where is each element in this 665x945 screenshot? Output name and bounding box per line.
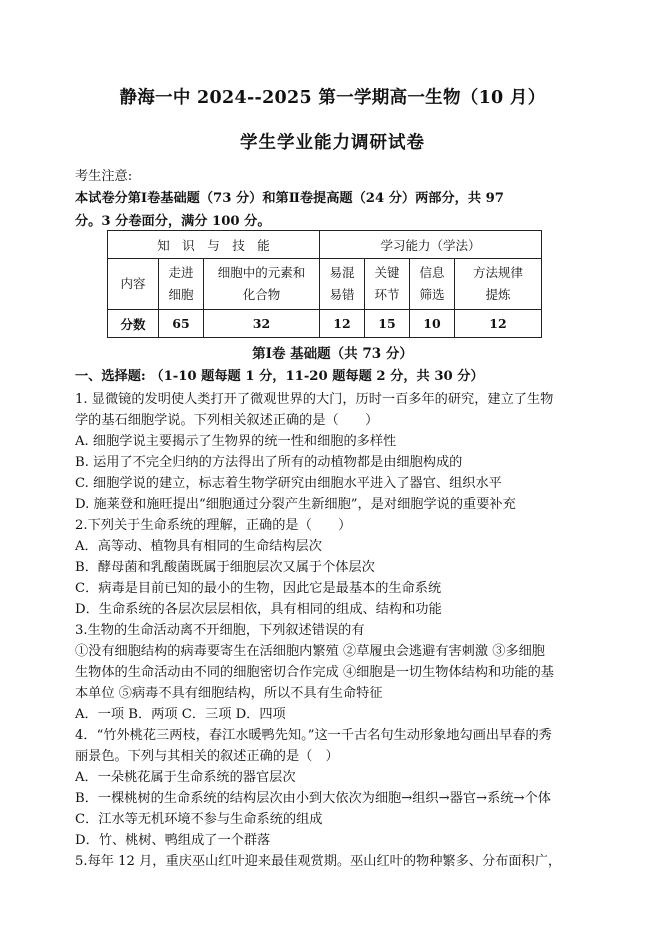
question-line: A．高等动、植物具有相同的生命结构层次 xyxy=(75,539,322,554)
question-line: C．病毒是目前已知的最小的生物，因此它是最基本的生命系统 xyxy=(75,581,442,596)
table-cell: 12 xyxy=(320,310,365,338)
question-line: A．一朵桃花属于生命系统的器官层次 xyxy=(75,770,296,785)
question-line: 2.下列关于生命系统的理解，正确的是（ ） xyxy=(75,518,352,533)
table-cell: 关键 环节 xyxy=(365,259,410,310)
table-cell: 走进 细胞 xyxy=(159,259,204,310)
learning-ability-header: 学习能力（学法） xyxy=(320,231,542,259)
table-cell: 方法规律 提炼 xyxy=(455,259,542,310)
question-line: 5.每年 12 月，重庆巫山红叶迎来最佳观赏期。巫山红叶的物种繁多、分布面积广， xyxy=(75,854,562,869)
question-line: 学的基石细胞学说。下列相关叙述正确的是（ ） xyxy=(75,413,379,428)
question-line: 丽景色。下列与其相关的叙述正确的是（ ） xyxy=(75,749,339,764)
table-row xyxy=(108,310,542,338)
question-line: D．生命系统的各层次层层相依，具有相同的组成、结构和功能 xyxy=(75,602,442,617)
question-line: 4．“竹外桃花三两枝，春江水暖鸭先知。”这一千古名句生动形象地勾画出早春的秀 xyxy=(75,728,552,743)
score-distribution-table xyxy=(107,230,542,338)
knowledge-skills-header: 知 识 与 技 能 xyxy=(108,231,320,259)
question-line: B．酵母菌和乳酸菌既属于细胞层次又属于个体层次 xyxy=(75,560,375,575)
question-line: 生物体的生命活动由不同的细胞密切合作完成 ④细胞是一切生物体结构和功能的基 xyxy=(75,665,554,680)
table-header-row xyxy=(108,231,542,259)
question-line: B．一棵桃树的生命系统的结构层次由小到大依次为细胞→组织→器官→系统→个体 xyxy=(75,791,551,806)
question-line: A．一项 B．两项 C．三项 D．四项 xyxy=(75,707,286,722)
table-cell: 12 xyxy=(455,310,542,338)
section-title: 第Ⅰ卷 基础题（共 73 分） xyxy=(252,346,413,362)
row-label-content: 内容 xyxy=(108,259,159,310)
question-line: 3.生物的生命活动离不开细胞，下列叙述错误的有 xyxy=(75,623,365,638)
row-label-score: 分数 xyxy=(108,310,159,338)
question-line: 1. 显微镜的发明使人类打开了微观世界的大门，历时一百多年的研究，建立了生物 xyxy=(75,392,554,407)
question-line: ①没有细胞结构的病毒要寄生在活细胞内繁殖 ②草履虫会逃避有害刺激 ③多细胞 xyxy=(75,644,545,659)
question-line: C. 细胞学说的建立，标志着生物学研究由细胞水平进入了器官、组织水平 xyxy=(75,476,502,491)
table-cell: 易混 易错 xyxy=(320,259,365,310)
exam-title: 静海一中 2024--2025 第一学期高一生物（10 月） xyxy=(119,88,546,108)
notice-line: 本试卷分第Ⅰ卷基础题（73 分）和第Ⅱ卷提高题（24 分）两部分，共 97 xyxy=(75,191,504,206)
notice-heading: 考生注意: xyxy=(75,169,133,184)
table-row xyxy=(108,259,542,310)
table-cell: 15 xyxy=(365,310,410,338)
notice-line: 分。3 分卷面分，满分 100 分。 xyxy=(75,214,271,229)
question-line: D. 施莱登和施旺提出“细胞通过分裂产生新细胞”，是对细胞学说的重要补充 xyxy=(75,497,516,512)
question-line: B. 运用了不完全归纳的方法得出了所有的动植物都是由细胞构成的 xyxy=(75,455,463,470)
question-line: A. 细胞学说主要揭示了生物界的统一性和细胞的多样性 xyxy=(75,434,397,449)
question-line: D．竹、桃树、鸭组成了一个群落 xyxy=(75,833,271,848)
table-cell: 32 xyxy=(204,310,320,338)
table-cell: 细胞中的元素和 化合物 xyxy=(204,259,320,310)
part-heading: 一、选择题: （1-10 题每题 1 分，11-20 题每题 2 分，共 30 分） xyxy=(75,369,484,384)
question-line: C．江水等无机环境不参与生命系统的组成 xyxy=(75,812,323,827)
table-cell: 65 xyxy=(159,310,204,338)
question-line: 本单位 ⑤病毒不具有细胞结构，所以不具有生命特征 xyxy=(75,686,383,701)
exam-subtitle: 学生学业能力调研试卷 xyxy=(240,133,425,153)
table-cell: 10 xyxy=(410,310,455,338)
table-cell: 信息 筛选 xyxy=(410,259,455,310)
